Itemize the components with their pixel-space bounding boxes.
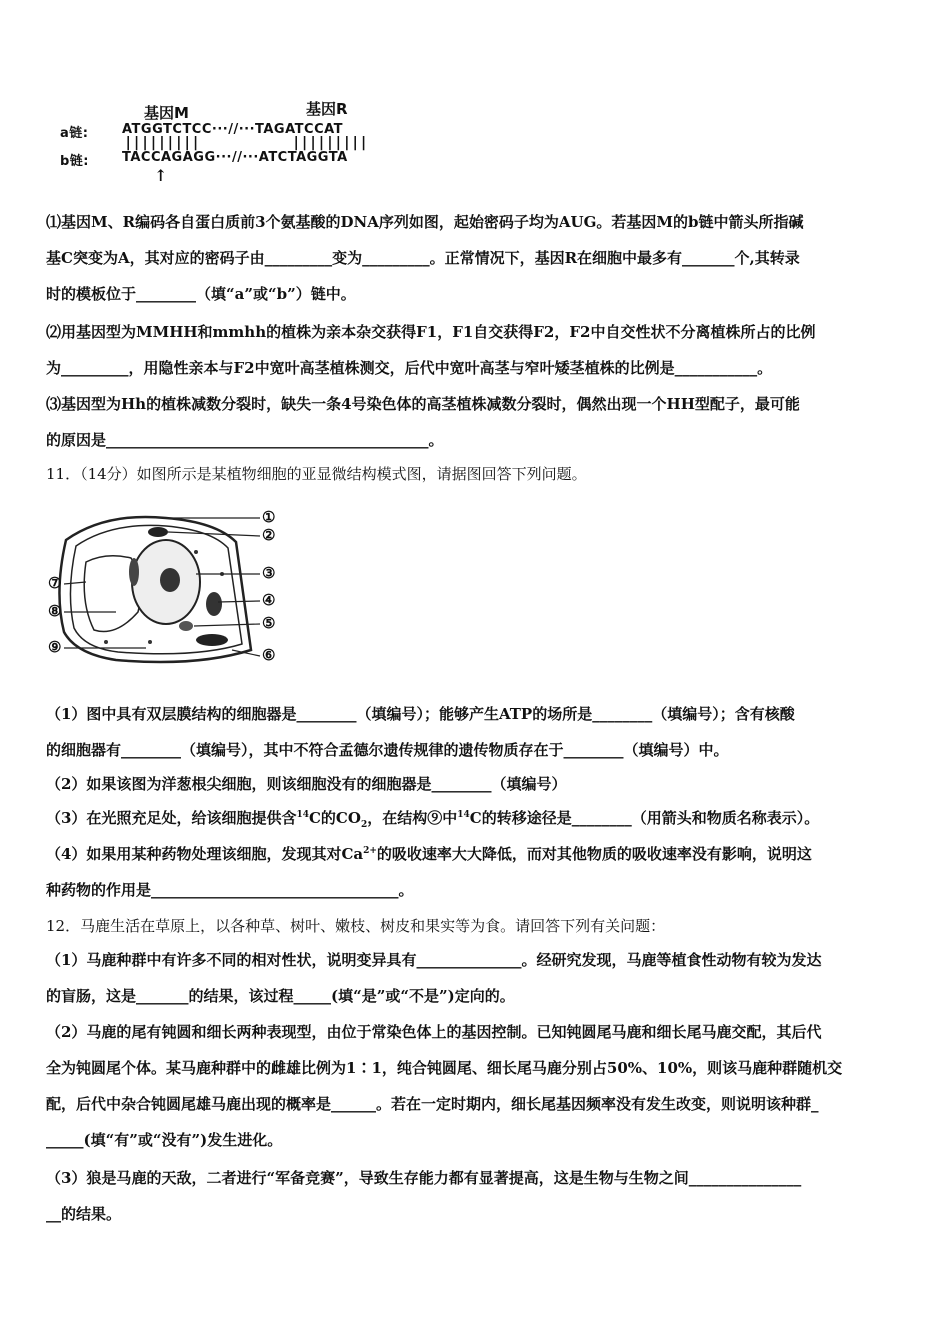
a-chain-label: a链:: [60, 126, 89, 141]
q10-part3: [46, 386, 908, 458]
base-pair-bars-right: |||||||||: [292, 135, 368, 151]
cell-label-2: ②: [262, 526, 276, 544]
base-pair-bars-left: |||||||||: [124, 135, 200, 151]
q11-sub4-text-b: 的吸收速率大大降低，而对其他物质的吸收速率没有影响，说明这: [376, 845, 812, 863]
q12-sub2-line2: 全为钝圆尾个体。某马鹿种群中的雌雄比例为1∶1，纯合钝圆尾、细长尾马鹿分别占50%、10%，则该马鹿种群随机交: [46, 1059, 843, 1077]
cell-label-4: ④: [262, 591, 276, 609]
q12-sub3: [46, 1160, 908, 1232]
dna-sequence-figure: [60, 92, 420, 192]
q10-part2-line2: 为_________，用隐性亲本与F2中宽叶高茎植株测交，后代中宽叶高茎与窄叶矮茎植株的比例是___________。: [46, 359, 773, 377]
q11-sub1: [46, 696, 908, 768]
q11-sub4-line2: 种药物的作用是_________________________________。: [46, 881, 414, 899]
cell-label-5: ⑤: [262, 614, 276, 632]
q11-sub3-text-a: （3）在光照充足处，给该细胞提供含: [46, 809, 297, 827]
q10-part3-line1: ⑶基因型为Hh的植株减数分裂时，缺失一条4号染色体的高茎植株减数分裂时，偶然出现一个HH型配子，最可能: [46, 395, 800, 413]
q10-part1-line2: 基C突变为A，其对应的密码子由_________变为_________。正常情况下，基因R在细胞中最多有_______个,其转录: [46, 249, 800, 267]
cell-label-7: ⑦: [48, 574, 62, 592]
cell-label-1: ①: [262, 508, 276, 526]
a-chain-sequence: ATGGTCTCC···//···TAGATCCAT: [122, 122, 344, 137]
q11-sub3-text-d: C的转移途径是________（用箭头和物质名称表示）。: [469, 809, 820, 827]
q11-sub2: （2）如果该图为洋葱根尖细胞，则该细胞没有的细胞器是________（填编号）: [46, 775, 567, 793]
q12-sub1-line1: （1）马鹿种群中有许多不同的相对性状，说明变异具有______________。经研究发现，马鹿等植食性动物有较为发达: [46, 951, 822, 969]
q11-sub4: [46, 836, 908, 908]
q12-sub1: [46, 942, 908, 1014]
cell-label-6: ⑥: [262, 646, 276, 664]
q11-sub4-text-a: （4）如果用某种药物处理该细胞，发现其对Ca: [46, 845, 364, 863]
q11-sub3-text-b: C的CO: [308, 809, 361, 827]
q11-sub3-sup1: 14: [296, 810, 309, 820]
q11-sub1-line1: （1）图中具有双层膜结构的细胞器是________（填编号）；能够产生ATP的场所是________（填编号）；含有核酸: [46, 705, 795, 723]
q10-part2: [46, 314, 908, 386]
mutation-arrow-icon: ↑: [154, 166, 168, 185]
cell-label-8: ⑧: [48, 602, 62, 620]
q10-part1-line3: 时的模板位于________（填“a”或“b”）链中。: [46, 285, 356, 303]
q10-part3-line2: 的原因是___________________________________________。: [46, 431, 444, 449]
q12-sub1-line2: 的盲肠，这是_______的结果，该过程_____(填“是”或“不是”)定向的。: [46, 987, 515, 1005]
q11-sub3-sup2: 14: [457, 810, 470, 820]
q12-sub3-line2: __的结果。: [46, 1205, 122, 1223]
q11-sub3-text-c: ，在结构⑨中: [367, 809, 458, 827]
q12-sub3-line1: （3）狼是马鹿的天敌，二者进行“军备竞赛”，导致生存能力都有显著提高，这是生物与生物之间_______________: [46, 1169, 802, 1187]
q11-title: 11．（14分）如图所示是某植物细胞的亚显微结构模式图，请据图回答下列问题。: [46, 465, 587, 483]
b-chain-label: b链:: [60, 154, 90, 169]
plant-cell-diagram: [46, 502, 296, 672]
q12-sub2-line1: （2）马鹿的尾有钝圆和细长两种表现型，由位于常染色体上的基因控制。已知钝圆尾马鹿和细长尾马鹿交配，其后代: [46, 1023, 822, 1041]
q11-sub3: [46, 800, 908, 836]
q12-sub2: [46, 1014, 908, 1158]
q12-sub2-line4: _____(填“有”或“没有”)发生进化。: [46, 1131, 283, 1149]
gene-r-label: 基因R: [306, 100, 348, 118]
q10-part2-line1: ⑵用基因型为MMHH和mmhh的植株为亲本杂交获得F1，F1自交获得F2，F2中自交性状不分离植株所占的比例: [46, 323, 816, 341]
q10-part1: [46, 204, 908, 312]
q12-sub2-line3: 配，后代中杂合钝圆尾雄马鹿出现的概率是______。若在一定时期内，细长尾基因频率没有发生改变，则说明该种群_: [46, 1095, 819, 1113]
q11-sub1-line2: 的细胞器有________（填编号），其中不符合孟德尔遗传规律的遗传物质存在于________（填编号）中。: [46, 741, 729, 759]
b-chain-sequence: TACCAGAGG···//···ATCTAGGTA: [122, 150, 348, 165]
q12-title: 12．马鹿生活在草原上，以各种草、树叶、嫩枝、树皮和果实等为食。请回答下列有关问题：: [46, 917, 666, 935]
cell-label-3: ③: [262, 564, 276, 582]
q10-part1-line1: ⑴基因M、R编码各自蛋白质前3个氨基酸的DNA序列如图，起始密码子均为AUG。若基因M的b链中箭头所指碱: [46, 213, 804, 231]
q11-sub3-sub: 2: [360, 820, 368, 830]
gene-m-label: 基因M: [144, 104, 189, 122]
plant-cell-drawing: [46, 502, 296, 672]
cell-label-9: ⑨: [48, 638, 62, 656]
q11-sub4-sup: 2+: [363, 846, 377, 856]
